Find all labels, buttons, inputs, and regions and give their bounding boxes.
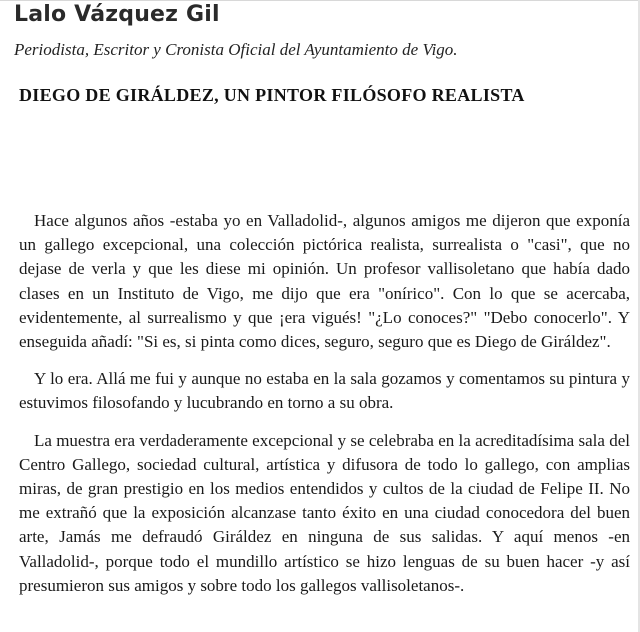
author-name: Lalo Vázquez Gil <box>14 2 220 27</box>
paragraph-3: La muestra era verdaderamente excepcional y se celebraba en la acreditadísima sala del Centro Gallego, sociedad cultural, artística y difusora de todo lo gallego, con amplias miras, de gran prestigio en los medios entendidos y cultos de la ciudad de Felipe II. No me extrañó que la exposición alcanzase tanto éxito en una ciudad conocedora del buen arte, Jamás me defraudó Giráldez en ninguna de sus salidas. Y aquí menos -en Valladolid-, porque todo el mundillo artístico se hizo lenguas de su buen hacer -y así presumieron sus amigos y sobre todo los gallegos vallisoletanos-. <box>19 430 630 595</box>
paragraph-2: Y lo era. Allá me fui y aunque no estaba en la sala gozamos y comentamos su pintura y estuvimos filosofando y lucubrando en torno a su obra. <box>19 369 630 413</box>
author-affiliation: Periodista, Escritor y Cronista Oficial del Ayuntamiento de Vigo. <box>14 40 458 59</box>
top-rule <box>0 0 640 1</box>
article-body <box>19 209 630 611</box>
article-title: DIEGO DE GIRÁLDEZ, UN PINTOR FILÓSOFO REALISTA <box>19 85 525 105</box>
paragraph-1: Hace algunos años -estaba yo en Valladolid-, algunos amigos me dijeron que exponía un gallego excepcional, una colección pictórica realista, surrealista o "casi", que no dejase de verla y que les diese mi opinión. Un profesor vallisoletano que había dado clases en un Instituto de Vigo, me dijo que era "onírico". Con lo que se acercaba, evidentemente, al surrealismo y que ¡era vigués! "¿Lo conoces?" "Debo conocerlo". Y enseguida añadí: "Si es, si pinta como dices, seguro, seguro que es Diego de Giráldez". <box>19 211 630 352</box>
